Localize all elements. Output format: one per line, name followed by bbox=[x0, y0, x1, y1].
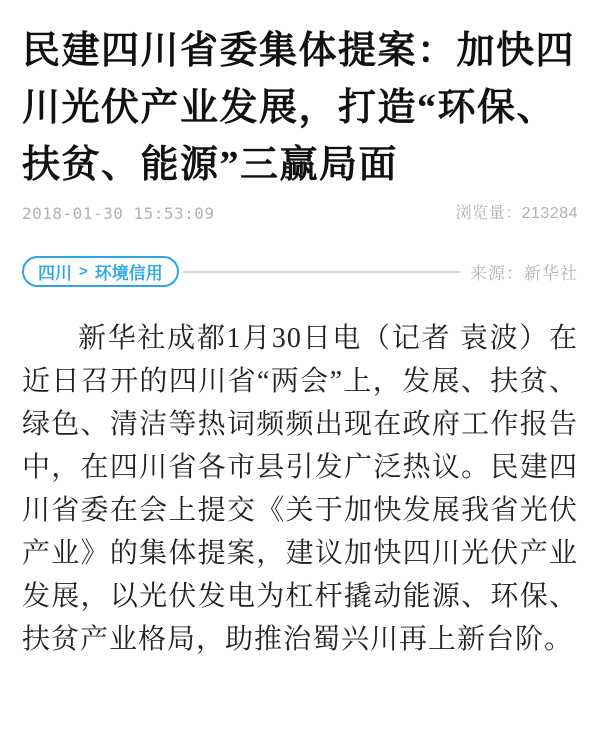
article-body: 新华社成都1月30日电（记者 袁波）在近日召开的四川省“两会”上，发展、扶贫、绿色、清洁等热词频频出现在政府工作报告中，在四川省各市县引发广泛热议。民建四川省委在会上提交《关于加快发展我省光伏产业》的集体提案，建议加快四川光伏产业发展，以光伏发电为杠杆撬动能源、环保、扶贫产业格局，助推治蜀兴川再上新台阶。 bbox=[22, 323, 578, 655]
meta-row bbox=[22, 204, 578, 224]
divider-line bbox=[183, 271, 460, 273]
chevron-right-icon: > bbox=[79, 263, 88, 280]
source-name: 新华社 bbox=[524, 264, 578, 283]
breadcrumb-region-link[interactable]: 四川 bbox=[38, 264, 72, 283]
publish-timestamp: 2018-01-30 15:53:09 bbox=[22, 204, 215, 223]
view-count-label: 浏览量： bbox=[455, 205, 522, 222]
breadcrumb-row bbox=[22, 256, 578, 287]
breadcrumb[interactable] bbox=[22, 256, 179, 287]
article-page bbox=[0, 23, 600, 744]
article-title: 民建四川省委集体提案：加快四川光伏产业发展，打造“环保、扶贫、能源”三赢局面 bbox=[22, 30, 576, 186]
breadcrumb-category-link[interactable]: 环境信用 bbox=[94, 264, 163, 283]
view-count-value: 213284 bbox=[521, 205, 578, 222]
source-label: 来源： bbox=[470, 264, 524, 283]
source bbox=[470, 259, 578, 284]
view-count bbox=[456, 204, 578, 224]
